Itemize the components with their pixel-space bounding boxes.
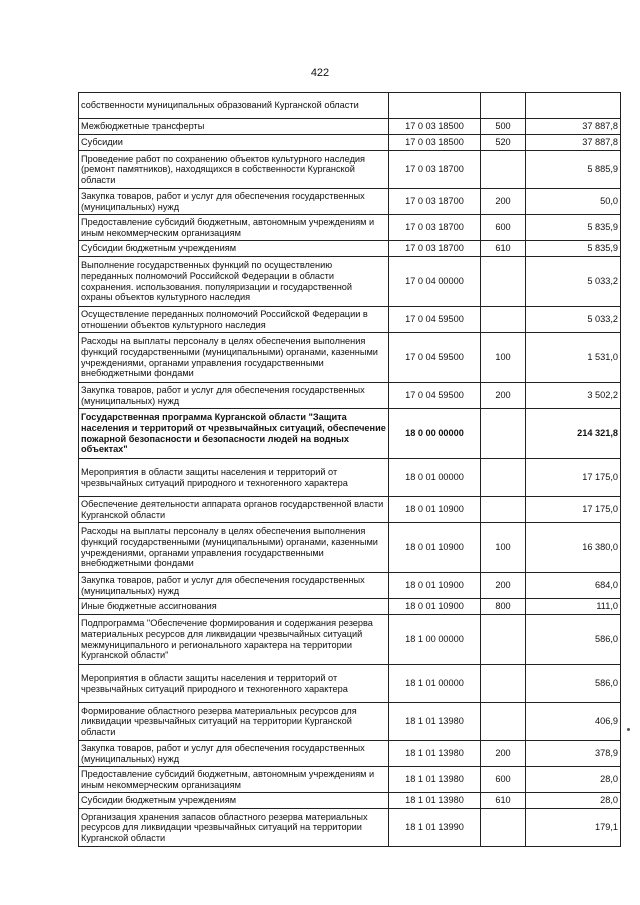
table-row bbox=[79, 333, 621, 383]
row-type-cell: 200 bbox=[481, 741, 526, 767]
row-code-cell: 18 1 00 00000 bbox=[389, 615, 481, 665]
row-code-cell: 17 0 04 59500 bbox=[389, 307, 481, 333]
row-code-cell: 18 1 01 00000 bbox=[389, 665, 481, 703]
row-code-cell: 17 0 03 18700 bbox=[389, 151, 481, 189]
row-sum-cell: 586,0 bbox=[526, 665, 621, 703]
table-row bbox=[79, 523, 621, 573]
row-sum-cell: 37 887,8 bbox=[526, 119, 621, 135]
row-name-cell: Закупка товаров, работ и услуг для обеспечения государственных (муниципальных) нужд bbox=[79, 573, 389, 599]
row-code-cell: 18 0 01 10900 bbox=[389, 497, 481, 523]
row-code-cell: 18 1 01 13980 bbox=[389, 767, 481, 793]
row-name-cell: Осуществление переданных полномочий Российской Федерации в отношении объектов культурного наследия bbox=[79, 307, 389, 333]
row-sum-cell: 5 885,9 bbox=[526, 151, 621, 189]
row-sum-cell: 17 175,0 bbox=[526, 459, 621, 497]
row-type-cell bbox=[481, 615, 526, 665]
row-type-cell: 500 bbox=[481, 119, 526, 135]
row-type-cell: 600 bbox=[481, 215, 526, 241]
table-row bbox=[79, 665, 621, 703]
row-name-cell: Закупка товаров, работ и услуг для обеспечения государственных (муниципальных) нужд bbox=[79, 383, 389, 409]
row-type-cell bbox=[481, 459, 526, 497]
row-name-cell: Мероприятия в области защиты населения и территорий от чрезвычайных ситуаций природного и техногенного характера bbox=[79, 459, 389, 497]
row-sum-cell: 111,0 bbox=[526, 599, 621, 615]
budget-table bbox=[78, 92, 621, 847]
row-type-cell bbox=[481, 257, 526, 307]
row-name-cell: Субсидии бюджетным учреждениям bbox=[79, 793, 389, 809]
row-sum-cell: 5 033,2 bbox=[526, 307, 621, 333]
row-name-cell: Субсидии bbox=[79, 135, 389, 151]
row-sum-cell: 586,0 bbox=[526, 615, 621, 665]
row-type-cell bbox=[481, 151, 526, 189]
row-sum-cell bbox=[526, 93, 621, 119]
table-row bbox=[79, 599, 621, 615]
table-row bbox=[79, 793, 621, 809]
scan-artifact-dot bbox=[627, 728, 630, 731]
row-sum-cell: 28,0 bbox=[526, 767, 621, 793]
row-code-cell: 17 0 03 18700 bbox=[389, 189, 481, 215]
row-name-cell: Выполнение государственных функций по осуществлению переданных полномочий Российской Федерации в области сохранения. использования. популяризации и государственной охраны объектов культурного наследия bbox=[79, 257, 389, 307]
budget-table-body bbox=[79, 93, 621, 847]
row-sum-cell: 28,0 bbox=[526, 793, 621, 809]
row-code-cell: 18 0 01 10900 bbox=[389, 573, 481, 599]
row-name-cell: Иные бюджетные ассигнования bbox=[79, 599, 389, 615]
table-row bbox=[79, 741, 621, 767]
table-row bbox=[79, 135, 621, 151]
table-row bbox=[79, 119, 621, 135]
table-row bbox=[79, 307, 621, 333]
table-row bbox=[79, 497, 621, 523]
table-row bbox=[79, 573, 621, 599]
row-type-cell: 520 bbox=[481, 135, 526, 151]
table-row bbox=[79, 151, 621, 189]
row-name-cell: Мероприятия в области защиты населения и территорий от чрезвычайных ситуаций природного и техногенного характера bbox=[79, 665, 389, 703]
row-sum-cell: 214 321,8 bbox=[526, 409, 621, 459]
row-name-cell: Закупка товаров, работ и услуг для обеспечения государственных (муниципальных) нужд bbox=[79, 741, 389, 767]
row-code-cell: 17 0 04 59500 bbox=[389, 383, 481, 409]
row-sum-cell: 5 835,9 bbox=[526, 215, 621, 241]
row-code-cell: 17 0 03 18700 bbox=[389, 215, 481, 241]
row-sum-cell: 5 033,2 bbox=[526, 257, 621, 307]
table-row bbox=[79, 615, 621, 665]
row-sum-cell: 378,9 bbox=[526, 741, 621, 767]
row-code-cell: 18 1 01 13980 bbox=[389, 741, 481, 767]
row-code-cell: 17 0 03 18700 bbox=[389, 241, 481, 257]
row-type-cell: 200 bbox=[481, 383, 526, 409]
row-sum-cell: 406,9 bbox=[526, 703, 621, 741]
row-sum-cell: 50,0 bbox=[526, 189, 621, 215]
table-row bbox=[79, 215, 621, 241]
table-row bbox=[79, 459, 621, 497]
table-row bbox=[79, 93, 621, 119]
row-type-cell: 800 bbox=[481, 599, 526, 615]
table-row bbox=[79, 767, 621, 793]
row-type-cell bbox=[481, 665, 526, 703]
row-name-cell: Предоставление субсидий бюджетным, автономным учреждениям и иным некоммерческим организациям bbox=[79, 215, 389, 241]
row-type-cell: 200 bbox=[481, 573, 526, 599]
row-type-cell bbox=[481, 809, 526, 847]
row-name-cell: Предоставление субсидий бюджетным, автономным учреждениям и иным некоммерческим организациям bbox=[79, 767, 389, 793]
table-row bbox=[79, 383, 621, 409]
row-name-cell: Субсидии бюджетным учреждениям bbox=[79, 241, 389, 257]
row-name-cell: Расходы на выплаты персоналу в целях обеспечения выполнения функций государственными (муниципальными) органами, казенными учреждениями, органами управления государственными внебюджетными фондами bbox=[79, 523, 389, 573]
row-code-cell: 18 1 01 13980 bbox=[389, 703, 481, 741]
row-code-cell: 17 0 04 00000 bbox=[389, 257, 481, 307]
row-code-cell: 18 0 01 10900 bbox=[389, 599, 481, 615]
row-sum-cell: 179,1 bbox=[526, 809, 621, 847]
table-row bbox=[79, 703, 621, 741]
row-name-cell: Государственная программа Курганской области "Защита населения и территорий от чрезвычайных ситуаций, обеспечение пожарной безопасности и безопасности людей на водных объектах" bbox=[79, 409, 389, 459]
row-type-cell: 600 bbox=[481, 767, 526, 793]
table-row bbox=[79, 409, 621, 459]
row-type-cell: 610 bbox=[481, 241, 526, 257]
row-code-cell: 18 1 01 13980 bbox=[389, 793, 481, 809]
row-code-cell: 18 1 01 13990 bbox=[389, 809, 481, 847]
row-type-cell: 610 bbox=[481, 793, 526, 809]
row-code-cell: 17 0 03 18500 bbox=[389, 135, 481, 151]
row-type-cell: 200 bbox=[481, 189, 526, 215]
row-name-cell: Формирование областного резерва материальных ресурсов для ликвидации чрезвычайных ситуаций на территории Курганской области bbox=[79, 703, 389, 741]
row-type-cell bbox=[481, 409, 526, 459]
row-name-cell: Проведение работ по сохранению объектов культурного наследия (ремонт памятников), находящихся в собственности Курганской области bbox=[79, 151, 389, 189]
row-type-cell bbox=[481, 307, 526, 333]
row-sum-cell: 37 887,8 bbox=[526, 135, 621, 151]
row-code-cell: 17 0 03 18500 bbox=[389, 119, 481, 135]
row-code-cell: 18 0 00 00000 bbox=[389, 409, 481, 459]
row-sum-cell: 17 175,0 bbox=[526, 497, 621, 523]
table-row bbox=[79, 189, 621, 215]
row-code-cell: 18 0 01 00000 bbox=[389, 459, 481, 497]
row-code-cell: 17 0 04 59500 bbox=[389, 333, 481, 383]
page-number: 422 bbox=[310, 67, 330, 79]
row-name-cell: Закупка товаров, работ и услуг для обеспечения государственных (муниципальных) нужд bbox=[79, 189, 389, 215]
row-name-cell: Организация хранения запасов областного резерва материальных ресурсов для ликвидации чрезвычайных ситуаций на территории Курганской области bbox=[79, 809, 389, 847]
row-sum-cell: 16 380,0 bbox=[526, 523, 621, 573]
row-type-cell bbox=[481, 497, 526, 523]
table-row bbox=[79, 241, 621, 257]
row-type-cell bbox=[481, 93, 526, 119]
row-name-cell: Расходы на выплаты персоналу в целях обеспечения выполнения функций государственными (муниципальными) органами, казенными учреждениями, органами управления государственными внебюджетными фондами bbox=[79, 333, 389, 383]
row-type-cell: 100 bbox=[481, 333, 526, 383]
row-sum-cell: 684,0 bbox=[526, 573, 621, 599]
table-row bbox=[79, 257, 621, 307]
row-sum-cell: 3 502,2 bbox=[526, 383, 621, 409]
row-name-cell: Обеспечение деятельности аппарата органов государственной власти Курганской области bbox=[79, 497, 389, 523]
row-sum-cell: 5 835,9 bbox=[526, 241, 621, 257]
row-type-cell: 100 bbox=[481, 523, 526, 573]
row-code-cell: 18 0 01 10900 bbox=[389, 523, 481, 573]
row-code-cell bbox=[389, 93, 481, 119]
row-name-cell: Межбюджетные трансферты bbox=[79, 119, 389, 135]
row-name-cell: Подпрограмма "Обеспечение формирования и содержания резерва материальных ресурсов для ликвидации чрезвычайных ситуаций межмуниципального и регионального характера на территории Курганской области" bbox=[79, 615, 389, 665]
table-row bbox=[79, 809, 621, 847]
row-name-cell: собственности муниципальных образований Курганской области bbox=[79, 93, 389, 119]
row-sum-cell: 1 531,0 bbox=[526, 333, 621, 383]
row-type-cell bbox=[481, 703, 526, 741]
